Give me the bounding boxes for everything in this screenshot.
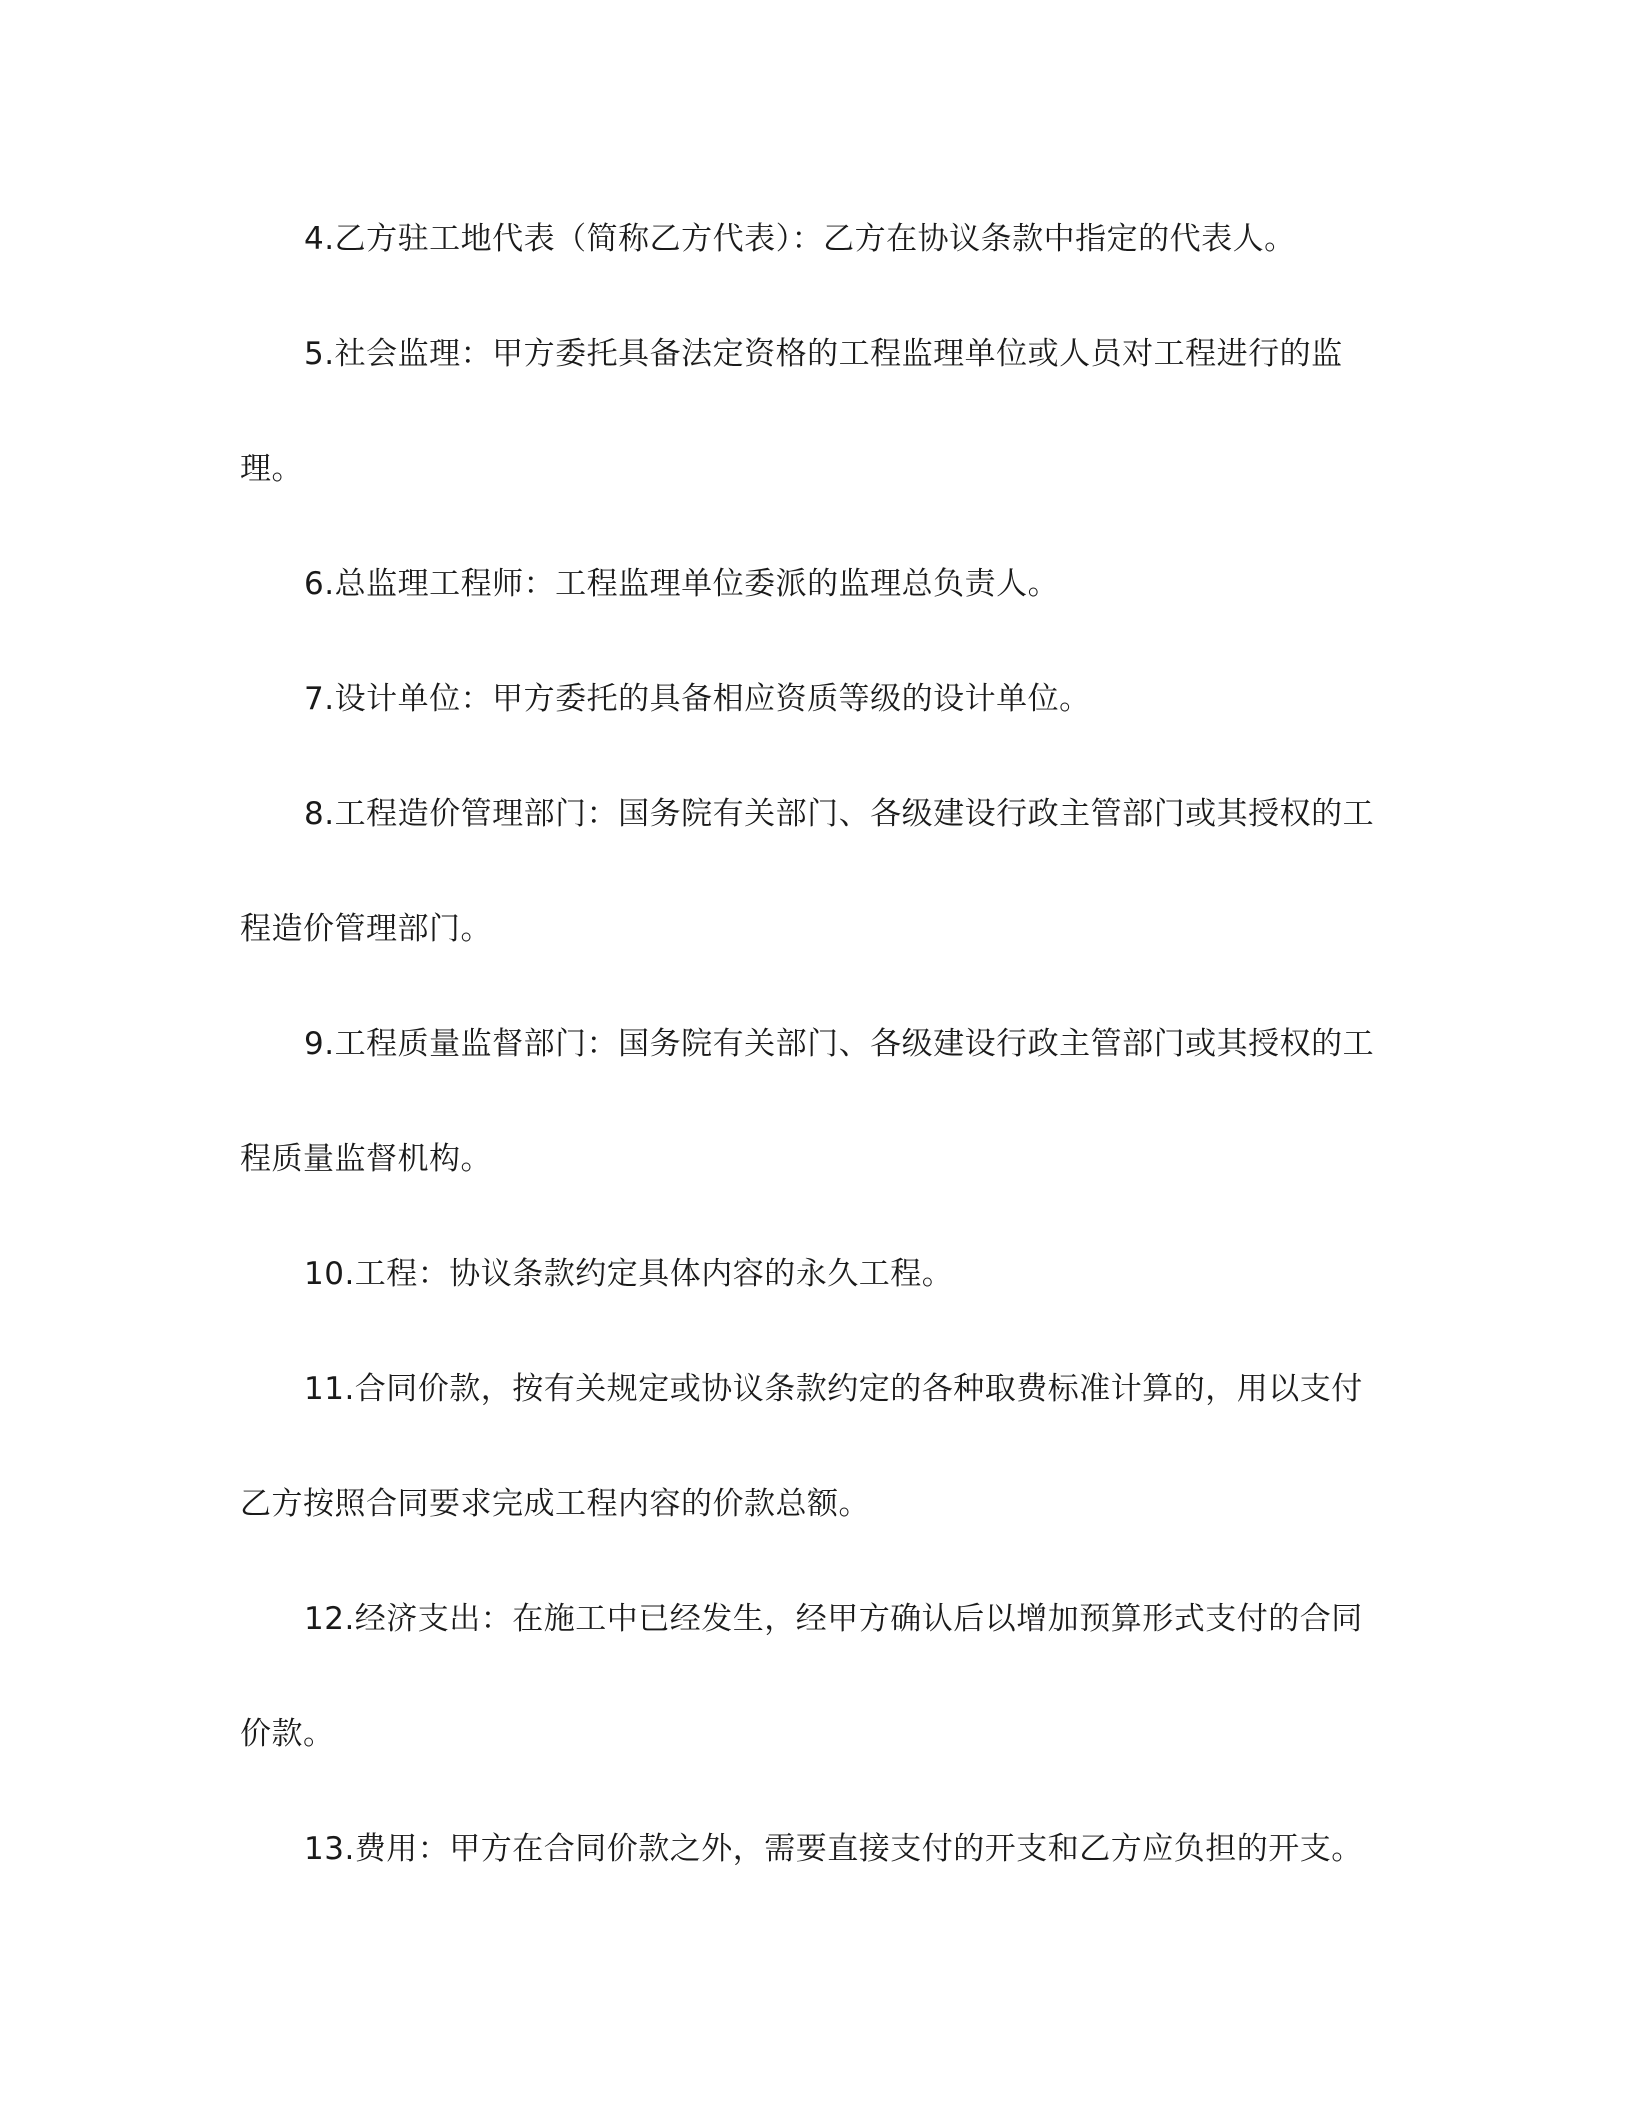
paragraph-4: 4.乙方驻工地代表（简称乙方代表）：乙方在协议条款中指定的代表人。 bbox=[304, 221, 1296, 257]
paragraph-12: 12.经济支出：在施工中已经发生，经甲方确认后以增加预算形式支付的合同价款。 bbox=[240, 1601, 1363, 1752]
paragraph-5: 5.社会监理：甲方委托具备法定资格的工程监理单位或人员对工程进行的监理。 bbox=[240, 336, 1343, 487]
paragraph-13: 13.费用：甲方在合同价款之外，需要直接支付的开支和乙方应负担的开支。 bbox=[304, 1831, 1363, 1867]
document-body bbox=[240, 182, 1392, 1907]
paragraph-8: 8.工程造价管理部门：国务院有关部门、各级建设行政主管部门或其授权的工程造价管理部门。 bbox=[240, 796, 1375, 947]
paragraph-10: 10.工程：协议条款约定具体内容的永久工程。 bbox=[304, 1256, 954, 1292]
paragraph-7: 7.设计单位：甲方委托的具备相应资质等级的设计单位。 bbox=[304, 681, 1091, 717]
paragraph-9: 9.工程质量监督部门：国务院有关部门、各级建设行政主管部门或其授权的工程质量监督机构。 bbox=[240, 1026, 1375, 1177]
paragraph-11: 11.合同价款，按有关规定或协议条款约定的各种取费标准计算的，用以支付乙方按照合同要求完成工程内容的价款总额。 bbox=[240, 1371, 1363, 1522]
paragraph-6: 6.总监理工程师：工程监理单位委派的监理总负责人。 bbox=[304, 566, 1060, 602]
